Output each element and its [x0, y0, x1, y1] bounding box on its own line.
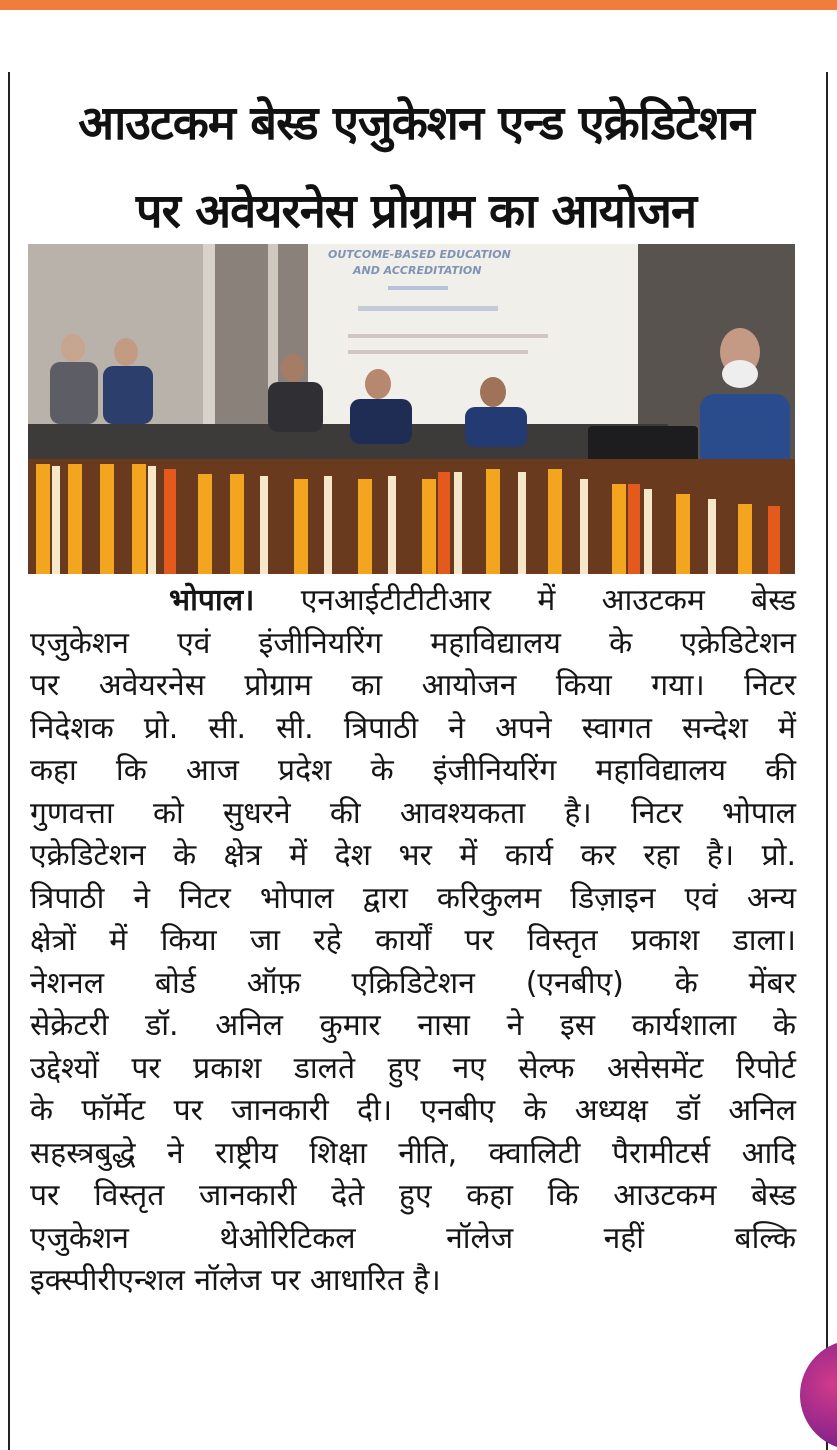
article-line-17: इक्स्पीरीएन्शल नॉलेज पर आधारित है।: [30, 1263, 441, 1298]
article-line-8: त्रिपाठी ने निटर भोपाल द्वारा करिकुलम डिज़ाइन एवं अन्य: [30, 880, 796, 916]
article-line-10: नेशनल बोर्ड ऑफ़ एक्रिडिटेशन (एनबीए) के मेंबर: [30, 965, 796, 1001]
article-line-7: एक्रेडिटेशन के क्षेत्र में देश भर में कार्य कर रहा है। प्रो.: [30, 838, 796, 873]
top-accent-bar: [0, 0, 837, 10]
headline: [16, 80, 816, 256]
article-line-6: गुणवत्ता को सुधरने की आवश्यकता है। निटर भोपाल: [30, 795, 796, 831]
column-rule-right: [826, 72, 828, 1450]
slide-title-line-1: OUTCOME-BASED EDUCATION: [328, 248, 511, 261]
slide-title-line-2: AND ACCREDITATION: [353, 264, 482, 277]
article-line-2: एजुकेशन एवं इंजीनियरिंग महाविद्यालय के एक्रेडिटेशन: [30, 625, 796, 661]
article-line-12: उद्देश्यों पर प्रकाश डालते हुए नए सेल्फ असेसमेंट रिपोर्ट: [30, 1050, 796, 1086]
article-line-9: क्षेत्रों में किया जा रहे कार्यों पर विस्तृत प्रकाश डाला।: [30, 923, 796, 958]
article-line-4: निदेशक प्रो. सी. सी. त्रिपाठी ने अपने स्वागत सन्देश में: [30, 710, 796, 746]
corner-badge: [800, 1340, 837, 1450]
article-line-11: सेक्रेटरी डॉ. अनिल कुमार नासा ने इस कार्यशाला के: [30, 1008, 796, 1043]
headline-line-2: पर अवेयरनेस प्रोग्राम का आयोजन: [135, 184, 697, 239]
headline-line-1: आउटकम बेस्ड एजुकेशन एन्ड एक्रेडिटेशन: [78, 96, 754, 151]
article-line-3: पर अवेयरनेस प्रोग्राम का आयोजन किया गया। निटर: [30, 668, 796, 703]
article-line-15: पर विस्तृत जानकारी देते हुए कहा कि आउटकम बेस्ड: [30, 1178, 796, 1213]
article-line-5: कहा कि आज प्रदेश के इंजीनियरिंग महाविद्यालय की: [30, 753, 796, 788]
event-photo: [28, 244, 795, 574]
dateline: भोपाल।: [169, 583, 255, 618]
article-line-13: के फॉर्मेट पर जानकारी दी। एनबीए के अध्यक्ष डॉ अनिल: [30, 1093, 796, 1128]
article-body: [30, 580, 796, 1303]
article-line-16: एजुकेशन थेओरिटिकल नॉलेज नहीं बल्कि: [30, 1220, 796, 1256]
column-rule-left: [8, 72, 10, 1450]
article-line-1: भोपाल। एनआईटीटीटीआर में आउटकम बेस्ड: [169, 583, 797, 618]
article-line-14: सहस्त्रबुद्धे ने राष्ट्रीय शिक्षा नीति, क्वालिटी पैरामीटर्स आदि: [30, 1135, 796, 1171]
